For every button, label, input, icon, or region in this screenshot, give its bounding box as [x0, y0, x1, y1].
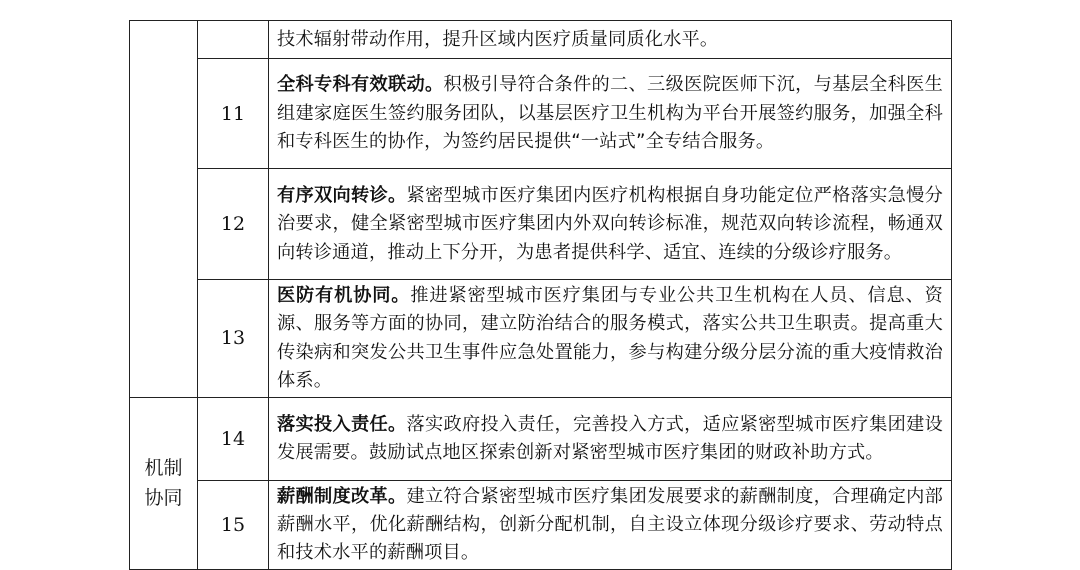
category-label-line1: 机制 — [144, 457, 183, 480]
row-content — [269, 59, 952, 169]
category-cell — [130, 397, 198, 569]
row-number: 14 — [198, 397, 269, 480]
row-number — [198, 21, 269, 59]
row-body: 积极引导符合条件的二、三级医院医师下沉，与基层全科医生组建家庭医生签约服务团队，以基层医疗卫生机构为平台开展签约服务，加强全科和专科医生的协作，为签约居民提供“一站式”全专结合服务。 — [277, 74, 943, 153]
row-number: 11 — [198, 59, 269, 169]
table-row — [130, 280, 952, 398]
row-title: 有序双向转诊。 — [277, 184, 407, 206]
row-content — [269, 21, 952, 59]
row-number: 13 — [198, 280, 269, 398]
row-content — [269, 169, 952, 280]
table-row — [130, 59, 952, 169]
category-cell-empty — [130, 21, 198, 398]
table-row — [130, 169, 952, 280]
row-number: 12 — [198, 169, 269, 280]
row-title: 医防有机协同。 — [277, 285, 411, 306]
row-content — [269, 280, 952, 398]
row-title: 全科专科有效联动。 — [277, 74, 444, 96]
row-body: 技术辐射带动作用，提升区域内医疗质量同质化水平。 — [277, 28, 719, 50]
row-body: 紧密型城市医疗集团内医疗机构根据自身功能定位严格落实急慢分治要求，健全紧密型城市医疗集团内外双向转诊标准，规范双向转诊流程，畅通双向转诊通道，推动上下分开，为患者提供科学、适宜、连续的分级诊疗服务。 — [277, 184, 943, 263]
table-row — [130, 480, 952, 569]
row-title: 落实投入责任。 — [277, 413, 407, 435]
policy-table — [129, 20, 952, 570]
category-label-line2: 协同 — [144, 487, 183, 510]
table-row — [130, 21, 952, 59]
row-content — [269, 397, 952, 480]
row-number: 15 — [198, 480, 269, 569]
row-content — [269, 480, 952, 569]
table-row — [130, 397, 952, 480]
row-body: 推进紧密型城市医疗集团与专业公共卫生机构在人员、信息、资源、服务等方面的协同，建立防治结合的服务模式，落实公共卫生职责。提高重大传染病和突发公共卫生事件应急处置能力，参与构建分级分层分流的重大疫情救治体系。 — [277, 285, 944, 392]
row-body: 落实政府投入责任，完善投入方式，适应紧密型城市医疗集团建设发展需要。鼓励试点地区探索创新对紧密型城市医疗集团的财政补助方式。 — [277, 413, 943, 464]
row-title: 薪酬制度改革。 — [277, 485, 407, 507]
row-body: 建立符合紧密型城市医疗集团发展要求的薪酬制度，合理确定内部薪酬水平，优化薪酬结构，创新分配机制，自主设立体现分级诊疗要求、劳动特点和技术水平的薪酬项目。 — [277, 485, 943, 564]
